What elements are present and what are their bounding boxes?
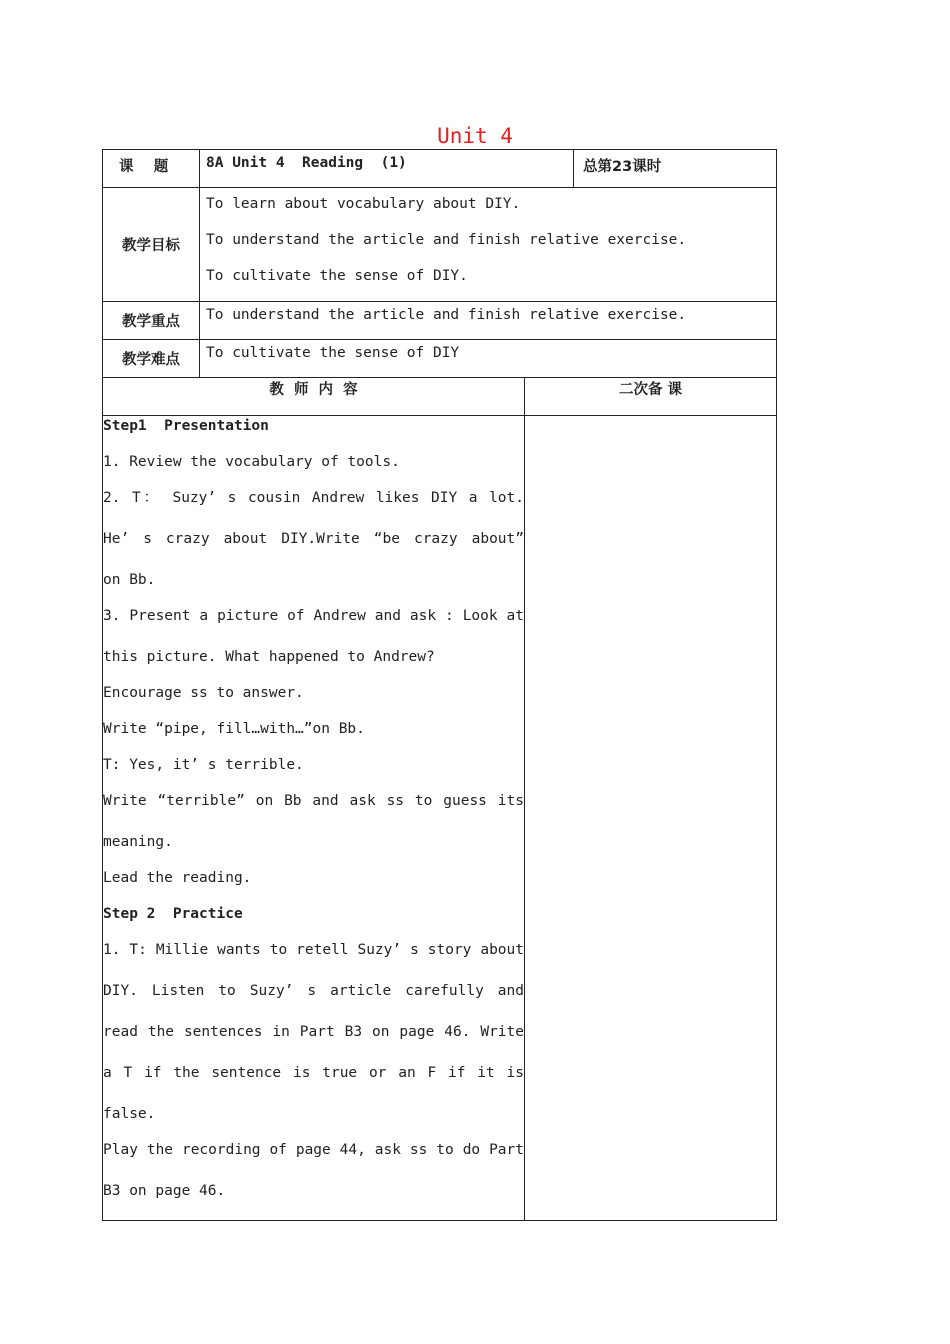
objectives-row — [103, 188, 777, 302]
content-paragraph — [103, 488, 524, 590]
column-header-row — [103, 378, 777, 416]
topic-row — [103, 150, 777, 188]
difficulties-label: 教学难点 — [103, 340, 200, 378]
content-line: Encourage ss to answer. — [103, 685, 304, 701]
content-line: false. — [103, 1106, 156, 1122]
objective-item: To understand the article and finish relative exercise. — [206, 232, 687, 248]
content-line: Write “terrible” on Bb and ask ss to guess its — [103, 793, 524, 809]
teacher-content-cell — [103, 416, 525, 1221]
content-row — [103, 416, 777, 1221]
content-line: B3 on page 46. — [103, 1183, 226, 1199]
content-paragraph — [103, 1140, 524, 1201]
content-line: 3. Present a picture of Andrew and ask : Look at — [103, 608, 524, 624]
objectives-label: 教学目标 — [103, 188, 200, 302]
content-line: on Bb. — [103, 572, 156, 588]
content-line: read the sentences in Part B3 on page 46. Write — [103, 1024, 524, 1040]
content-paragraph — [103, 606, 524, 667]
topic-label: 课 题 — [103, 150, 200, 188]
content-line: 1. Review the vocabulary of tools. — [103, 454, 400, 470]
key-points-value: To understand the article and finish relative exercise. — [200, 302, 777, 340]
key-points-label: 教学重点 — [103, 302, 200, 340]
second-prep-cell — [525, 416, 777, 1221]
step-heading: Step1 Presentation — [103, 418, 269, 434]
content-line: DIY. Listen to Suzy’ s article carefully and — [103, 983, 524, 999]
lesson-plan-table — [102, 149, 777, 1221]
page-title: Unit 4 — [437, 124, 513, 148]
difficulties-value: To cultivate the sense of DIY — [200, 340, 777, 378]
content-line: a T if the sentence is true or an F if it is — [103, 1065, 524, 1081]
content-line: 1. T: Millie wants to retell Suzy’ s story about — [103, 942, 524, 958]
step-heading: Step 2 Practice — [103, 906, 243, 922]
content-line: 2. T： Suzy’ s cousin Andrew likes DIY a lot. — [103, 490, 524, 506]
objective-item: To learn about vocabulary about DIY. — [206, 196, 521, 212]
objective-item: To cultivate the sense of DIY. — [206, 268, 468, 284]
topic-value: 8A Unit 4 Reading (1) — [200, 150, 574, 188]
content-line: Write “pipe, fill…with…”on Bb. — [103, 721, 365, 737]
content-paragraph — [103, 791, 524, 852]
content-line: this picture. What happened to Andrew? — [103, 649, 435, 665]
objectives-cell — [200, 188, 777, 302]
content-line: Play the recording of page 44, ask ss to do Part — [103, 1142, 524, 1158]
teacher-content-header: 教 师 内 容 — [103, 378, 525, 416]
second-prep-header: 二次备 课 — [525, 378, 777, 416]
period-count: 总第23课时 — [574, 150, 777, 188]
content-line: T: Yes, it’ s terrible. — [103, 757, 304, 773]
content-paragraph — [103, 940, 524, 1124]
content-line: Lead the reading. — [103, 870, 252, 886]
key-points-row — [103, 302, 777, 340]
content-line: He’ s crazy about DIY.Write “be crazy about” — [103, 531, 524, 547]
difficulties-row — [103, 340, 777, 378]
content-line: meaning. — [103, 834, 173, 850]
